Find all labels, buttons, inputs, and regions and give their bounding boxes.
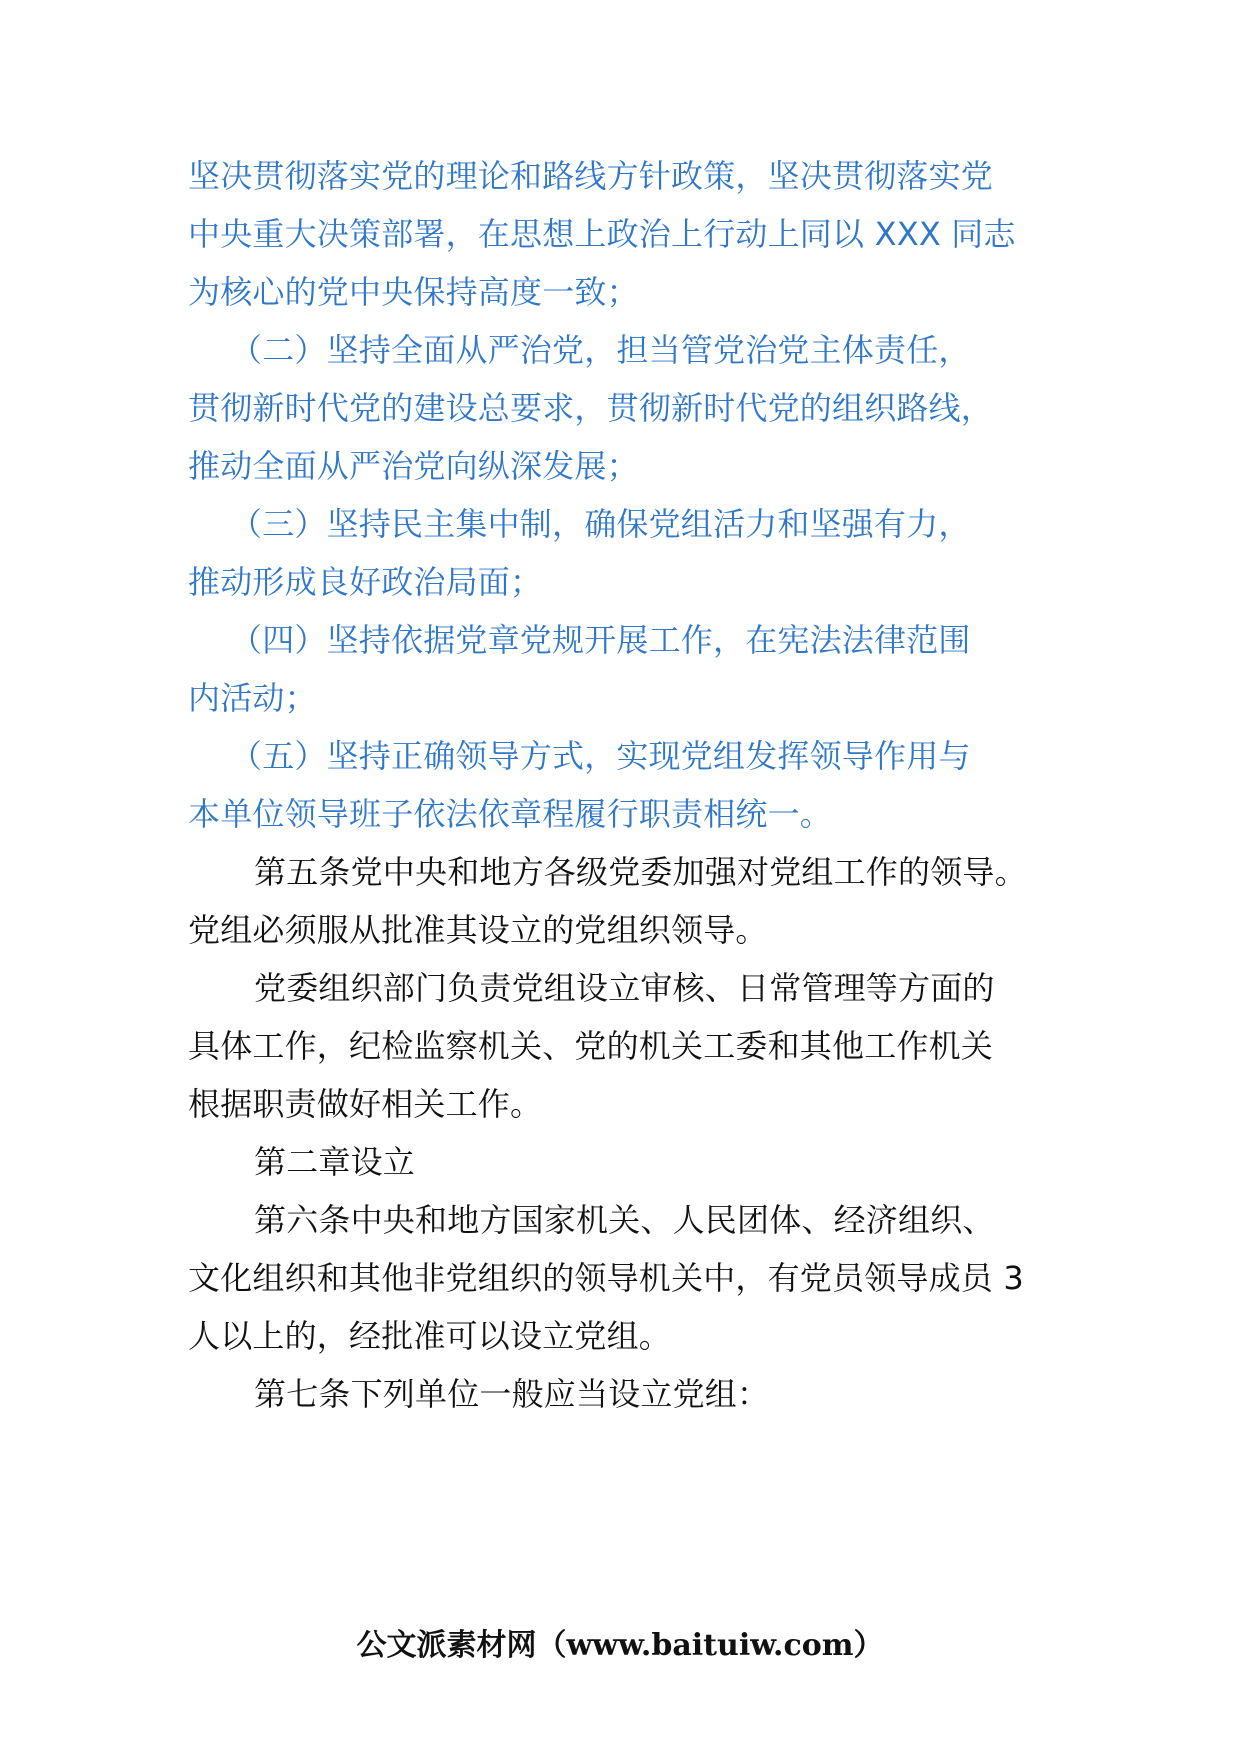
text-line: 推动全面从严治党向纵深发展； (188, 447, 639, 485)
text-line: 党组必须服从批准其设立的党组织领导。 (188, 911, 768, 949)
chapter-heading: 第二章设立 (254, 1143, 416, 1181)
text-line: 本单位领导班子依法依章程履行职责相统一。 (188, 795, 833, 833)
text-line: 党委组织部门负责党组设立审核、日常管理等方面的 (254, 969, 995, 1007)
text-line: 第七条下列单位一般应当设立党组： (254, 1375, 770, 1413)
text-line: 根据职责做好相关工作。 (188, 1085, 543, 1123)
text-line: （二）坚持全面从严治党，担当管党治党主体责任， (230, 331, 971, 369)
text-line: 中央重大决策部署，在思想上政治上行动上同以 XXX 同志 (188, 215, 1016, 253)
text-line: （三）坚持民主集中制，确保党组活力和坚强有力， (230, 505, 971, 543)
text-line: 为核心的党中央保持高度一致； (188, 273, 639, 311)
text-line: 第五条党中央和地方各级党委加强对党组工作的领导。 (254, 853, 1027, 891)
text-line: （四）坚持依据党章党规开展工作，在宪法法律范围 (230, 621, 971, 659)
text-line: 推动形成良好政治局面； (188, 563, 543, 601)
text-line: 内活动； (188, 679, 317, 717)
text-line: 第六条中央和地方国家机关、人民团体、经济组织、 (254, 1201, 995, 1239)
text-line: 具体工作，纪检监察机关、党的机关工委和其他工作机关 (188, 1027, 994, 1065)
text-line: 坚决贯彻落实党的理论和路线方针政策，坚决贯彻落实党 (188, 157, 994, 195)
text-line: 文化组织和其他非党组织的领导机关中，有党员领导成员 3 (188, 1259, 1024, 1297)
footer-watermark: 公文派素材网（www.baituiw.com） (356, 1628, 884, 1663)
text-line: 人以上的，经批准可以设立党组。 (188, 1317, 672, 1355)
text-line: 贯彻新时代党的建设总要求，贯彻新时代党的组织路线， (188, 389, 994, 427)
text-line: （五）坚持正确领导方式，实现党组发挥领导作用与 (230, 737, 971, 775)
